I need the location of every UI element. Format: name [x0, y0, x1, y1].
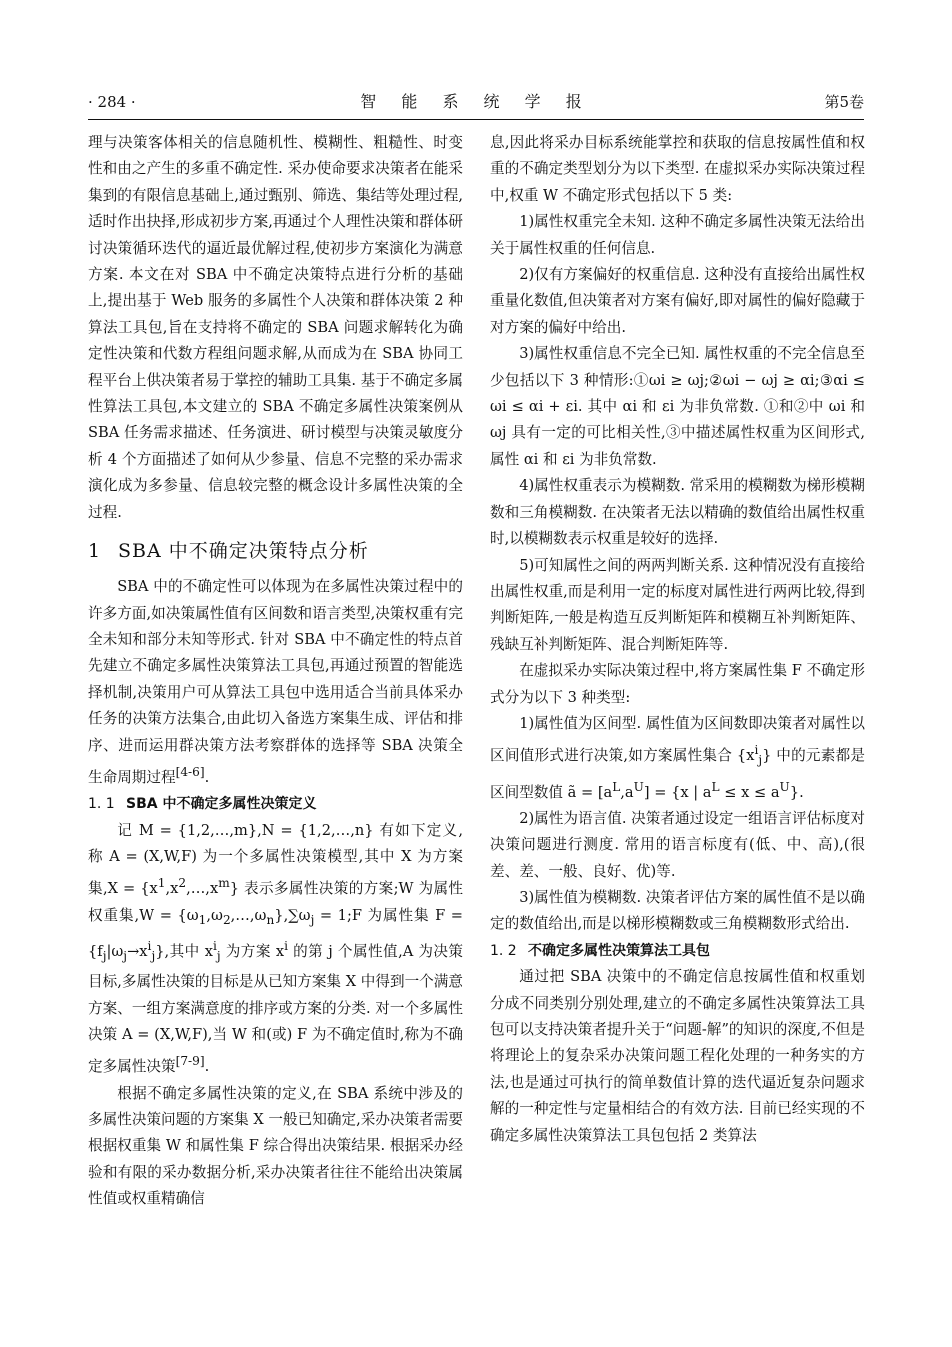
def-text-j: |ω [106, 942, 124, 960]
def-text-a: 记 M = {1,2,…,m},N = {1,2,…,n} 有如下定义,称 A = (X,W,F) 为一个多属性决策模型,其中 X 为方案集,X = {x [88, 821, 463, 898]
header-rule [88, 119, 864, 120]
attr1-text-c: ,a [620, 783, 634, 801]
section-1-title: SBA 中不确定决策特点分析 [118, 540, 369, 563]
subsection-1-1-heading [88, 791, 463, 817]
section-1-heading [88, 536, 463, 566]
weight-type-1: 1)属性权重完全未知. 这种不确定多属性决策无法给出关于属性权重的任何信息. [490, 213, 865, 257]
def-text-d: } 表示多属性决策的方案;W 为属性权重集,W = {ω [88, 880, 463, 924]
volume-label: 第5卷 [824, 93, 864, 111]
weight-type-4: 4)属性权重表示为模糊数. 常采用的模糊数为梯形模糊数和三角模糊数. 在决策者无法以精确的数值给出属性权重时,以模糊数表示权重是较好的选择. [490, 477, 865, 548]
citation-4-6: [4-6] [175, 764, 205, 779]
attr1-text-f: }. [789, 783, 804, 801]
def-text-i: = 1;F 为属性集 F = {f [88, 906, 463, 960]
definition-paragraph: 记 M = {1,2,…,m},N = {1,2,…,n} 有如下定义,称 A = (X,W,F) 为一个多属性决策模型,其中 X 为方案集$,X = \{x^1,x^2,\dots,x^m\}$ 表示多属性决策的方案;W 为属性权重集$,W = \{\omega_1,\omega_2,\dots,\omega_n\},\sum\omega_j$ = 1;F 为属性集 $F = \{f_j|\omega_j\to x^i_j\}$,其中 $x^i_j$ 为方案 $x^i$ 的第 j 个属性值,A 为决策目标,多属性决策的目标是从已知方案集 X 中得到一个满意方案、一组方案满意度的排序或方案的分类. 对一个多属性决策 A = (X,W,F),当 W 和(或) F 为不确定值时,称为不确定多属性决策[7-9]. [88, 821, 463, 1076]
def-text-e: ,ω [206, 906, 223, 924]
attr1-text-b: } 中的元素都是区间型数值 ã = [a [490, 747, 865, 801]
weight-type-3: 3)属性权重信息不完全已知. 属性权重的不完全信息至少包括以下 3 种情形:①ωi ≥ ωj;②ωi − ωj ≥ αi;③αi ≤ ωi ≤ αi + εi. 其中 αi 和 εi 为非负常数. ①和②中 ωi 和 ωj 具有一定的可比相关性,③中描述属性权重为区间形式,属性 αi 和 εi 为非负常数. [490, 345, 865, 468]
def-text-k: →x [127, 942, 148, 960]
right-column [490, 130, 865, 1149]
running-header [88, 92, 864, 116]
subsection-1-2-title: 不确定多属性决策算法工具包 [528, 942, 710, 959]
subsection-1-1-title: SBA 中不确定多属性决策定义 [126, 796, 317, 813]
intro-paragraph-end: 理与决策客体相关的信息随机性、模糊性、粗糙性、时变性和由之产生的多重不确定性. 采办使命要求决策者在能采集到的有限信息基础上,通过甄别、筛选、集结等处理过程,适时作出抉择,形成初步方案,再通过个人理性决策和群体研讨决策循环迭代的逼近最优解过程,使初步方案演化为满意方案. 本文在对 SBA 中不确定决策特点进行分析的基础上,提出基于 Web 服务的多属性个人决策和群体决策 2 种算法工具包,旨在支持将不确定的 SBA 问题求解转化为确定性决策和代数方程组问题求解,从而成为在 SBA 协同工程平台上供决策者易于掌控的辅助工具集. 基于不确定多属性算法工具包,本文建立的 SBA 不确定多属性决策案例从 SBA 任务需求描述、任务演进、研讨模型与决策灵敏度分析 4 个方面描述了如何从少参量、信息不完整的采办需求演化成为多参量、信息较完整的概念设计多属性决策的全过程. [88, 134, 463, 521]
left-column [88, 130, 463, 1213]
section-1-number: 1 [88, 540, 102, 563]
sum-symbol: ∑ [288, 906, 299, 924]
attribute-type-3: 3)属性值为模糊数. 决策者评估方案的属性值不是以确定的数值给出,而是以梯形模糊数或三角模糊数形式给出. [490, 889, 865, 933]
subsection-1-2-heading [490, 938, 865, 964]
attr1-text-a: 1)属性值为区间型. 属性值为区间数即决策者对属性以区间值形式进行决策,如方案属性集合 {x [490, 714, 865, 765]
weight-type-2: 2)仅有方案偏好的权重信息. 这种没有直接给出属性权重量化数值,但决策者对方案有偏好,即对属性的偏好隐藏于对方案的偏好中给出. [490, 266, 865, 336]
attribute-type-2: 2)属性为语言值. 决策者通过设定一组语言评估标度对决策问题进行测度. 常用的语言标度有(低、中、高),(很差、差、一般、良好、优)等. [490, 809, 865, 880]
def-text-m: 为方案 x [220, 942, 285, 960]
section-1-paragraph-end: . [204, 768, 210, 786]
subsection-1-1-number: 1. 1 [88, 796, 115, 813]
attribute-types-intro: 在虚拟采办实际决策过程中,将方案属性集 F 不确定形式分为以下 3 种类型: [490, 662, 865, 706]
def-text-end: . [204, 1058, 210, 1076]
toolkit-paragraph: 通过把 SBA 决策中的不确定信息按属性值和权重划分成不同类别分别处理,建立的不确定多属性决策算法工具包可以支持决策者提升关于“问题-解”的知识的深度,不但是将理论上的复杂采办决策问题工程化处理的一种务实的方法,也是通过可执行的简单数值计算的迭代逼近复杂问题求解的一种定性与定量相结合的有效方法. 目前已经实现的不确定多属性决策算法工具包包括 2 类算法 [490, 968, 865, 1144]
subsection-1-2-number: 1. 2 [490, 942, 517, 959]
attr1-text-e: ≤ x ≤ a [719, 783, 780, 801]
def-text-g: }, [274, 906, 289, 924]
def-text-l: },其中 x [155, 942, 213, 960]
citation-7-9: [7-9] [175, 1054, 205, 1069]
section-1-paragraph [88, 574, 463, 791]
page-number: · 284 · [88, 93, 136, 111]
journal-name: 智 能 系 统 学 报 [360, 92, 592, 111]
def-text-n: 的第 j 个属性值,A 为决策目标,多属性决策的目标是从已知方案集 X 中得到一个满意方案、一组方案满意度的排序或方案的分类. 对一个多属性决策 A = (X,W,F),当 W 和(或) F 为不确定值时,称为不确定多属性决策 [88, 942, 463, 1076]
weight-type-5: 5)可知属性之间的两两判断关系. 这种情况没有直接给出属性权重,而是利用一定的标度对属性进行两两比较,得到判断矩阵,一般是构造互反判断矩阵和模糊互补判断矩阵、残缺互补判断矩阵、混合判断矩阵等. [490, 556, 865, 653]
weight-types-intro: 息,因此将采办目标系统能掌控和获取的信息按属性值和权重的不确定类型划分为以下类型. 在虚拟采办实际决策过程中,权重 W 不确定形式包括以下 5 类: [490, 134, 865, 204]
def-text-h: ω [298, 906, 311, 924]
attribute-type-1: 1)属性值为区间型. 属性值为区间数即决策者对属性以区间值形式进行决策,如方案属性集合 $\{x^i_j\}$ 中的元素都是区间型数值 ã = $[a^L,a^U] = \{x$ | $a^L \le x \le a^U$}. [490, 714, 865, 801]
section-1-paragraph-text: SBA 中的不确定性可以体现为在多属性决策过程中的许多方面,如决策属性值有区间数和语言类型,决策权重有完全未知和部分未知等形式. 针对 SBA 中不确定性的特点首先建立不确定多属性决策算法工具包,再通过预置的智能选择机制,决策用户可从算法工具包中选用适合当前具体采办任务的决策方法集合,由此切入备选方案集生成、评估和排序、进而运用群决策方法考察群体的选择等 SBA 决策全生命周期过程 [88, 578, 463, 786]
attr1-text-d: ] = {x | a [643, 783, 712, 801]
definition-followup-paragraph: 根据不确定多属性决策的定义,在 SBA 系统中涉及的多属性决策问题的方案集 X 一般已知确定,采办决策者需要根据权重集 W 和属性集 F 综合得出决策结果. 根据采办经验和有限的采办数据分析,采办决策者往往不能给出决策属性值或权重精确信 [88, 1084, 463, 1208]
def-text-b: ,x [165, 880, 179, 898]
def-text-f: ,…,ω [230, 906, 267, 924]
def-text-c: ,…,x [186, 880, 219, 898]
